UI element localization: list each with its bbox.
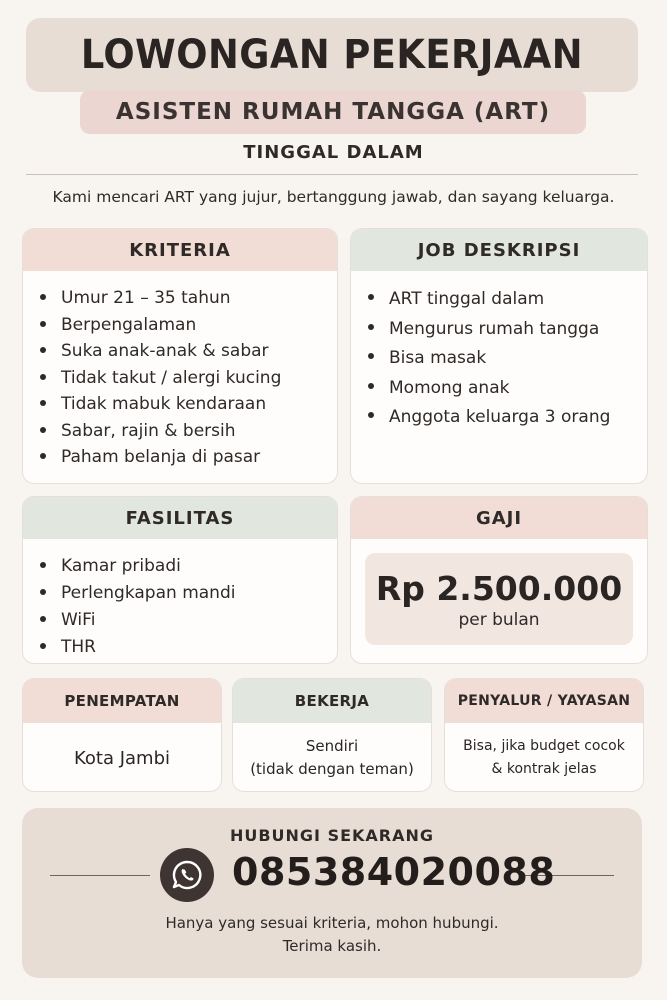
- subtitle-banner: [80, 90, 586, 134]
- contact-note-line2: Terima kasih.: [282, 937, 382, 955]
- job-list: [351, 271, 647, 433]
- bekerja-heading: BEKERJA: [233, 679, 431, 723]
- penempatan-heading: PENEMPATAN: [23, 679, 221, 723]
- contact-heading: HUBUNGI SEKARANG: [229, 826, 435, 845]
- list-item: Anggota keluarga 3 orang: [365, 403, 647, 433]
- penyalur-line2: & kontrak jelas: [491, 761, 597, 777]
- fasilitas-card: [22, 496, 338, 664]
- page-subtitle: ASISTEN RUMAH TANGGA (ART): [115, 99, 551, 125]
- bekerja-card: [232, 678, 432, 792]
- penempatan-body: [23, 723, 221, 792]
- salary-box: [365, 553, 633, 645]
- list-item: Sabar, rajin & bersih: [37, 418, 337, 445]
- phone-number[interactable]: 085384020088: [232, 850, 556, 894]
- contact-note: [22, 912, 642, 958]
- bekerja-body: [233, 723, 431, 792]
- list-item: Paham belanja di pasar: [37, 444, 337, 471]
- list-item: WiFi: [37, 607, 337, 634]
- divider: [50, 875, 150, 876]
- job-card: [350, 228, 648, 484]
- list-item: Tidak mabuk kendaraan: [37, 391, 337, 418]
- penyalur-card: [444, 678, 644, 792]
- salary-period: per bulan: [458, 609, 540, 630]
- list-item: THR: [37, 634, 337, 661]
- penempatan-value: Kota Jambi: [73, 747, 171, 769]
- contact-panel: [22, 808, 642, 978]
- job-heading: JOB DESKRIPSI: [351, 229, 647, 271]
- bekerja-line1: Sendiri: [305, 737, 359, 755]
- gaji-heading: GAJI: [351, 497, 647, 539]
- kriteria-heading: KRITERIA: [23, 229, 337, 271]
- list-item: Kamar pribadi: [37, 553, 337, 580]
- kriteria-card: [22, 228, 338, 484]
- list-item: Suka anak-anak & sabar: [37, 338, 337, 365]
- list-item: ART tinggal dalam: [365, 285, 647, 315]
- title-banner: [26, 18, 638, 92]
- divider: [26, 174, 638, 175]
- list-item: Perlengkapan mandi: [37, 580, 337, 607]
- fasilitas-list: [23, 539, 337, 661]
- penyalur-body: [445, 723, 643, 792]
- bekerja-line2: (tidak dengan teman): [250, 760, 414, 778]
- list-item: Mengurus rumah tangga: [365, 315, 647, 345]
- tagline: TINGGAL DALAM: [243, 142, 424, 163]
- penyalur-line1: Bisa, jika budget cocok: [463, 738, 625, 754]
- kriteria-list: [23, 271, 337, 471]
- penempatan-card: [22, 678, 222, 792]
- salary-amount: Rp 2.500.000: [375, 568, 623, 608]
- list-item: Bisa masak: [365, 344, 647, 374]
- contact-note-line1: Hanya yang sesuai kriteria, mohon hubungi.: [165, 914, 499, 932]
- list-item: Momong anak: [365, 374, 647, 404]
- gaji-card: [350, 496, 648, 664]
- list-item: Umur 21 – 35 tahun: [37, 285, 337, 312]
- list-item: Berpengalaman: [37, 312, 337, 339]
- intro-text: Kami mencari ART yang jujur, bertanggung jawab, dan sayang keluarga.: [52, 188, 615, 206]
- list-item: Tidak takut / alergi kucing: [37, 365, 337, 392]
- whatsapp-icon[interactable]: [160, 848, 214, 902]
- penyalur-heading: PENYALUR / YAYASAN: [445, 679, 643, 723]
- page-title: LOWONGAN PEKERJAAN: [80, 32, 584, 78]
- fasilitas-heading: FASILITAS: [23, 497, 337, 539]
